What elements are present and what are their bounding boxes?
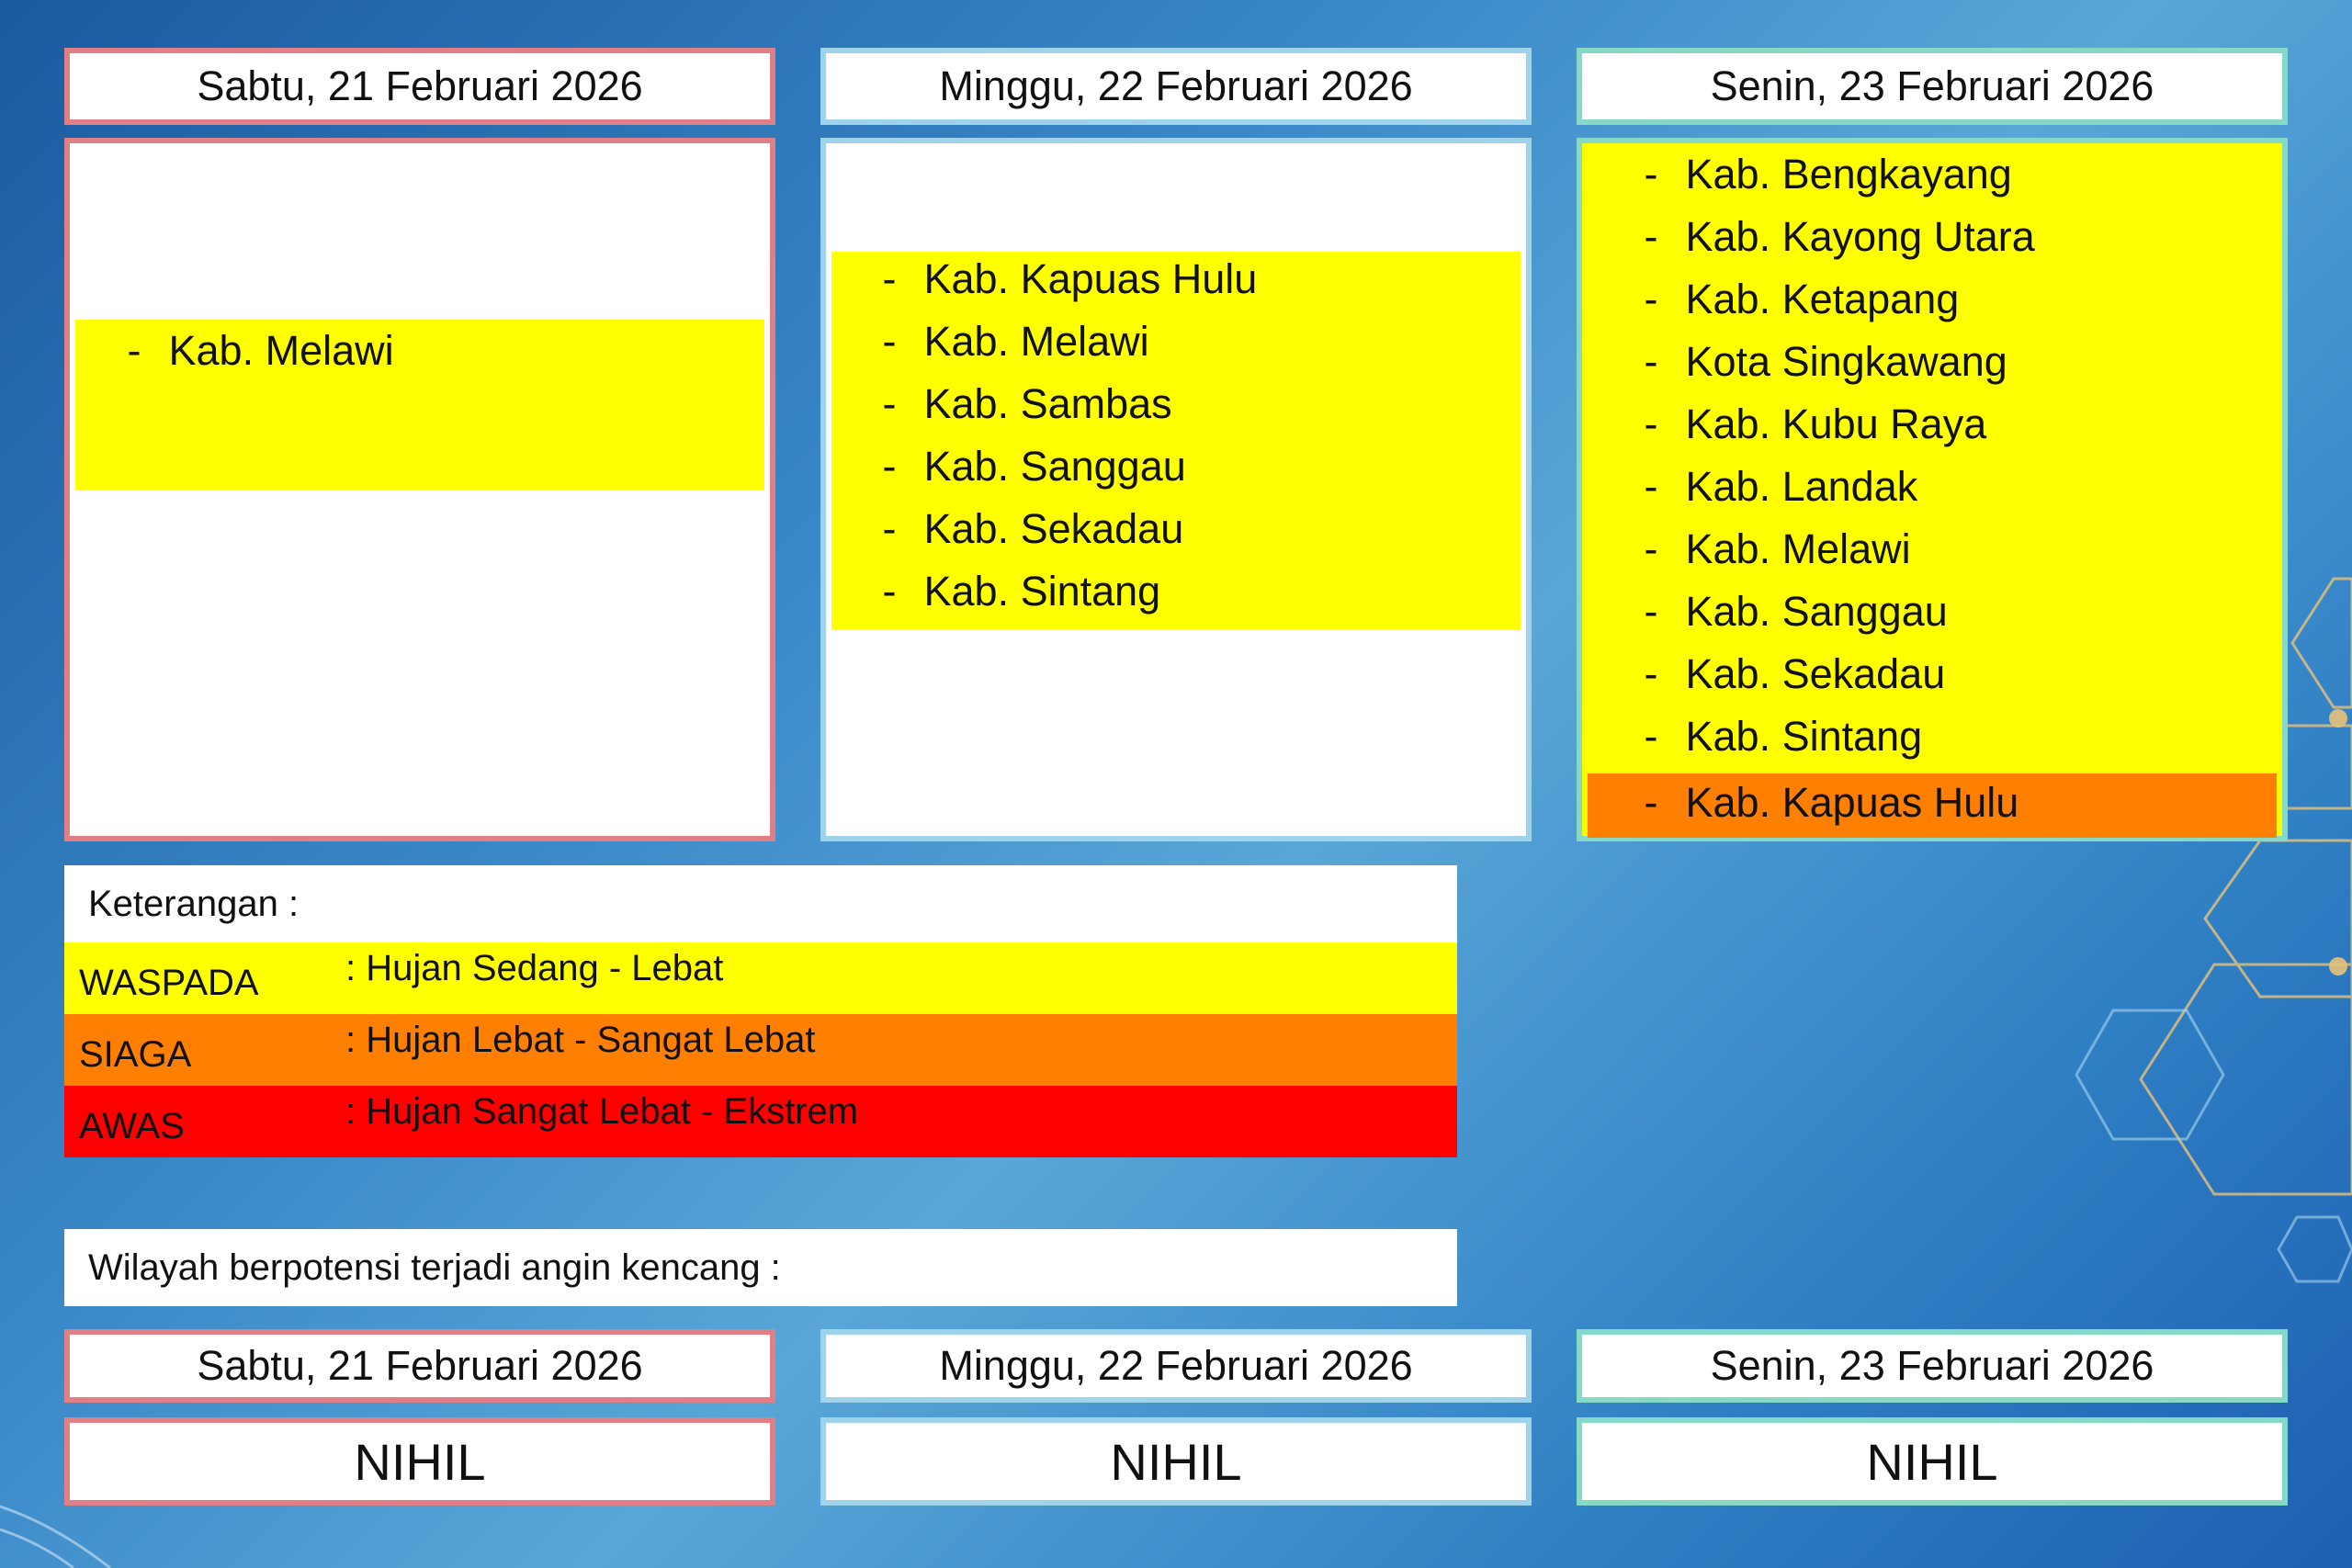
legend-title: Keterangan : (64, 865, 1457, 942)
list-item: - Kab. Ketapang (1644, 276, 1960, 322)
list-item: - Kab. Sambas (882, 380, 1172, 427)
wind-value-text: NIHIL (1110, 1432, 1242, 1491)
wind-header-senin-text: Senin, 23 Februari 2026 (1710, 1342, 2154, 1389)
list-item: - Kab. Sintang (882, 568, 1161, 615)
header-sabtu-text: Sabtu, 21 Februari 2026 (197, 62, 643, 109)
wind-value-sabtu (64, 1417, 775, 1506)
legend-desc: : Hujan Sedang - Lebat (345, 948, 724, 988)
legend-desc: : Hujan Sangat Lebat - Ekstrem (345, 1091, 859, 1132)
wind-value-minggu (820, 1417, 1532, 1506)
list-item: - Kab. Sintang (1644, 713, 1923, 760)
header-senin (1577, 48, 2288, 125)
wind-value-text: NIHIL (1866, 1432, 1998, 1491)
wind-title: Wilayah berpotensi terjadi angin kencang : (64, 1229, 1457, 1306)
wind-header-sabtu-text: Sabtu, 21 Februari 2026 (197, 1342, 643, 1389)
wind-value-text: NIHIL (354, 1432, 486, 1491)
wind-value-senin (1577, 1417, 2288, 1506)
header-minggu (820, 48, 1532, 125)
list-item: - Kab. Bengkayang (1644, 151, 2012, 197)
column-sabtu (64, 138, 775, 841)
list-item: - Kab. Melawi (127, 327, 394, 374)
column-minggu (820, 138, 1532, 841)
legend-label: SIAGA (79, 1034, 192, 1075)
list-item: - Kota Singkawang (1644, 338, 2007, 385)
legend-row-awas (64, 1086, 1457, 1157)
wind-header-senin (1577, 1329, 2288, 1403)
list-item: - Kab. Sekadau (1644, 650, 1946, 697)
wind-header-minggu (820, 1329, 1532, 1403)
list-item: - Kab. Sanggau (882, 443, 1186, 490)
list-item: - Kab. Kapuas Hulu (1644, 779, 2019, 826)
wind-header-minggu-text: Minggu, 22 Februari 2026 (939, 1342, 1413, 1389)
header-sabtu (64, 48, 775, 125)
legend-label: AWAS (79, 1106, 185, 1146)
list-item: - Kab. Melawi (1644, 525, 1911, 572)
legend-row-waspada (64, 942, 1457, 1014)
column-senin (1577, 138, 2288, 841)
list-item: - Kab. Melawi (882, 318, 1149, 365)
header-minggu-text: Minggu, 22 Februari 2026 (939, 62, 1413, 109)
legend (64, 865, 1457, 1159)
legend-desc: : Hujan Lebat - Sangat Lebat (345, 1020, 816, 1060)
wind-header-sabtu (64, 1329, 775, 1403)
list-item: - Kab. Kubu Raya (1644, 400, 1987, 447)
header-senin-text: Senin, 23 Februari 2026 (1710, 62, 2154, 109)
list-item: - Kab. Kapuas Hulu (882, 255, 1258, 302)
legend-label: WASPADA (79, 963, 259, 1003)
list-item: - Kab. Landak (1644, 463, 1918, 510)
list-item: - Kab. Kayong Utara (1644, 213, 2035, 260)
list-item: - Kab. Sekadau (882, 505, 1184, 552)
legend-row-siaga (64, 1014, 1457, 1086)
list-item: - Kab. Sanggau (1644, 588, 1948, 635)
